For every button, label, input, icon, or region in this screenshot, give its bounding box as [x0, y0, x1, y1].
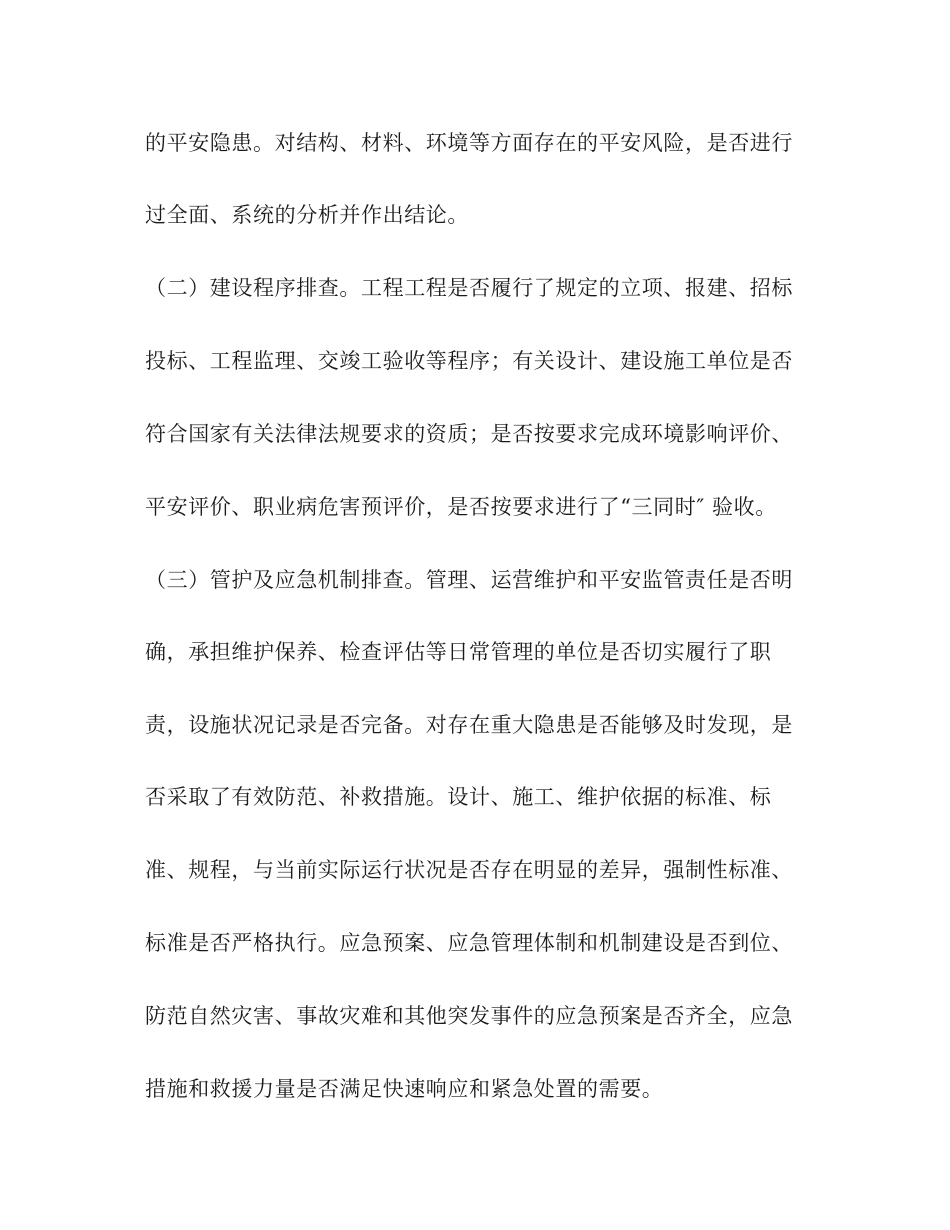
text-line: 准、规程，与当前实际运行状况是否存在明显的差异，强制性标准、 [145, 858, 793, 882]
section-heading-line: （二）建设程序排查。工程工程是否履行了规定的立项、报建、招标 [145, 276, 793, 300]
text-line: 确，承担维护保养、检查评估等日常管理的单位是否切实履行了职 [145, 640, 772, 664]
text-line: 投标、工程监理、交竣工验收等程序；有关设计、建设施工单位是否 [145, 349, 793, 373]
text-line: 责，设施状况记录是否完备。对存在重大隐患是否能够及时发现，是 [145, 713, 793, 737]
text-line: 标准是否严格执行。应急预案、应急管理体制和机制建设是否到位、 [145, 931, 793, 955]
text-line: 符合国家有关法律法规要求的资质；是否按要求完成环境影响评价、 [145, 422, 793, 446]
text-line: 措施和救援力量是否满足快速响应和紧急处置的需要。 [145, 1077, 664, 1101]
text-line: 的平安隐患。对结构、材料、环境等方面存在的平安风险，是否进行 [145, 131, 793, 155]
section-heading-line: （三）管护及应急机制排查。管理、运营维护和平安监管责任是否明 [145, 568, 793, 592]
text-line: 防范自然灾害、事故灾难和其他突发事件的应急预案是否齐全，应急 [145, 1004, 793, 1028]
text-line: 否采取了有效防范、补救措施。设计、施工、维护依据的标准、标 [145, 785, 772, 809]
text-line: 平安评价、职业病危害预评价，是否按要求进行了“三同时″ 验收。 [145, 495, 777, 519]
text-line: 过全面、系统的分析并作出结论。 [145, 203, 469, 227]
